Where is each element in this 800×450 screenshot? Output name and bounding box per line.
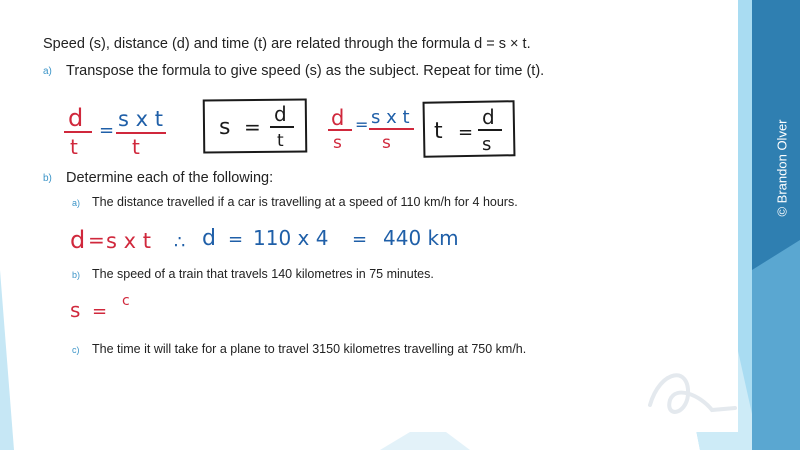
hw-s-x-t-numerator: s x t xyxy=(118,107,163,131)
hw-equals: = xyxy=(458,122,474,143)
hw-partial-stroke: c xyxy=(122,293,130,309)
hw-t-denominator: t xyxy=(132,135,140,159)
hw-d-numerator: d xyxy=(482,105,495,129)
hw-d-numerator: d xyxy=(274,102,287,126)
hw-t-denominator: t xyxy=(277,131,284,151)
hw-calculation: 110 x 4 xyxy=(253,226,329,250)
part-a-marker: a) xyxy=(43,66,52,77)
copyright-label: © Brandon Olver xyxy=(774,119,790,217)
hw-s-x-t-numerator: s x t xyxy=(371,107,410,128)
hw-s-denominator: s xyxy=(382,133,391,153)
hw-s: s xyxy=(219,115,231,140)
hw-t-denominator: t xyxy=(70,135,78,159)
sub-a-question: The distance travelled if a car is travelling at a speed of 110 km/h for 4 hours. xyxy=(92,195,518,209)
part-b-question: Determine each of the following: xyxy=(66,170,274,186)
part-b-marker: b) xyxy=(43,173,52,184)
hw-d: d xyxy=(202,226,216,251)
hw-equals: = xyxy=(352,229,368,250)
sub-c-question: The time it will take for a plane to travel 3150 kilometres travelling at 750 km/h. xyxy=(92,342,527,356)
hw-equals: = xyxy=(355,115,369,134)
hw-s: s xyxy=(70,298,81,322)
hw-therefore: ∴ xyxy=(174,232,186,253)
hw-d-numerator: d xyxy=(331,106,345,130)
intro-text: Speed (s), distance (d) and time (t) are related through the formula d = s × t. xyxy=(43,36,531,52)
hw-s-denominator: s xyxy=(482,134,492,155)
sub-b-marker: b) xyxy=(72,270,81,280)
hw-equals: = xyxy=(244,115,261,139)
sub-c-marker: c) xyxy=(72,345,80,355)
sub-a-marker: a) xyxy=(72,198,81,208)
hw-equals: = xyxy=(92,301,108,322)
hw-equals: = xyxy=(88,228,105,252)
part-a-question: Transpose the formula to give speed (s) as the subject. Repeat for time (t). xyxy=(66,63,545,79)
right-sidebar-fade xyxy=(752,240,800,450)
hw-equals: = xyxy=(228,229,244,250)
hw-d: d xyxy=(70,226,86,254)
hw-d-numerator: d xyxy=(68,104,84,132)
hw-equals: = xyxy=(99,120,115,141)
sub-b-question: The speed of a train that travels 140 kilometres in 75 minutes. xyxy=(92,267,434,281)
hw-s-denominator: s xyxy=(333,133,342,153)
hw-s-x-t: s x t xyxy=(106,229,151,253)
hw-answer: 440 km xyxy=(383,226,459,250)
hw-t: t xyxy=(434,119,443,144)
